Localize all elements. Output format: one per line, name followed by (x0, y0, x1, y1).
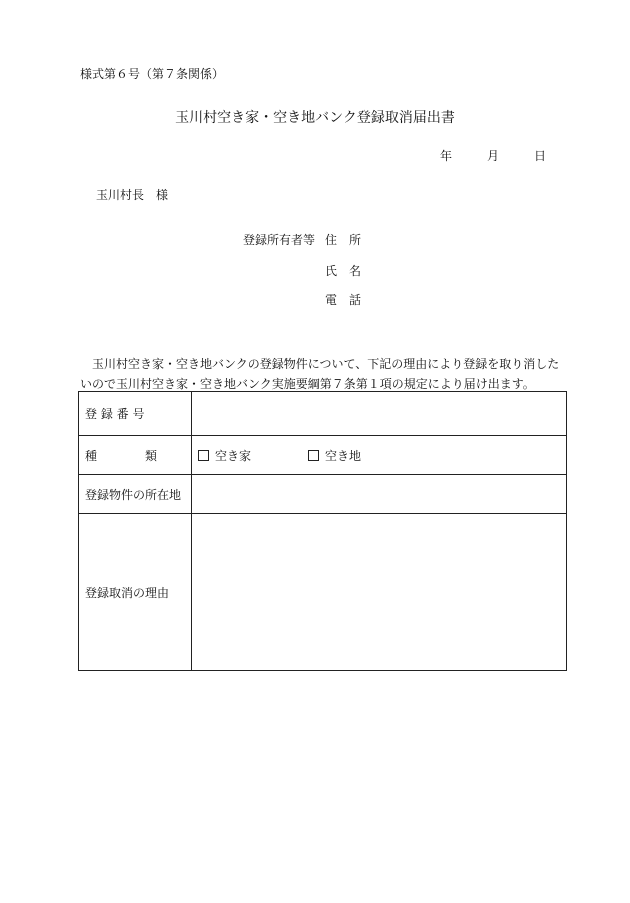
addressee-name: 玉川村長 (96, 188, 145, 202)
vacant-house-checkbox[interactable] (198, 450, 209, 461)
registration-number-field[interactable] (192, 392, 567, 436)
applicant-label: 登録所有者等 (243, 233, 316, 247)
form-number: 様式第６号（第７条関係） (80, 67, 225, 81)
kind-label: 種 類 (79, 436, 192, 475)
body-text: 玉川村空き家・空き地バンクの登録物件について、下記の理由により登録を取り消したいので玉川村空き家・空き地バンク実施要綱第７条第１項の規定により届け出ます。 (80, 357, 560, 391)
vacant-house-label: 空き家 (215, 448, 252, 463)
phone-label: 電 話 (325, 293, 362, 307)
cancellation-form-table (78, 391, 567, 671)
vacant-land-checkbox[interactable] (308, 450, 319, 461)
date-year-label: 年 (440, 149, 453, 163)
date-day-label: 日 (534, 149, 547, 163)
addressee (96, 186, 168, 203)
document-title: 玉川村空き家・空き地バンク登録取消届出書 (175, 110, 455, 126)
date-month-label: 月 (487, 149, 500, 163)
table-row (79, 392, 567, 436)
table-row (79, 475, 567, 514)
addressee-suffix: 様 (156, 188, 169, 202)
vacant-land-label: 空き地 (325, 448, 362, 463)
vacant-land-option[interactable] (308, 447, 361, 464)
vacant-house-option[interactable] (198, 447, 308, 464)
name-label: 氏 名 (325, 264, 362, 278)
cancellation-reason-label: 登録取消の理由 (79, 514, 192, 671)
address-label: 住 所 (325, 233, 362, 247)
table-row (79, 436, 567, 475)
table-row (79, 514, 567, 671)
property-location-field[interactable] (192, 475, 567, 514)
registration-number-label: 登 録 番 号 (79, 392, 192, 436)
kind-field (192, 436, 567, 475)
property-location-label: 登録物件の所在地 (79, 475, 192, 514)
cancellation-reason-field[interactable] (192, 514, 567, 671)
